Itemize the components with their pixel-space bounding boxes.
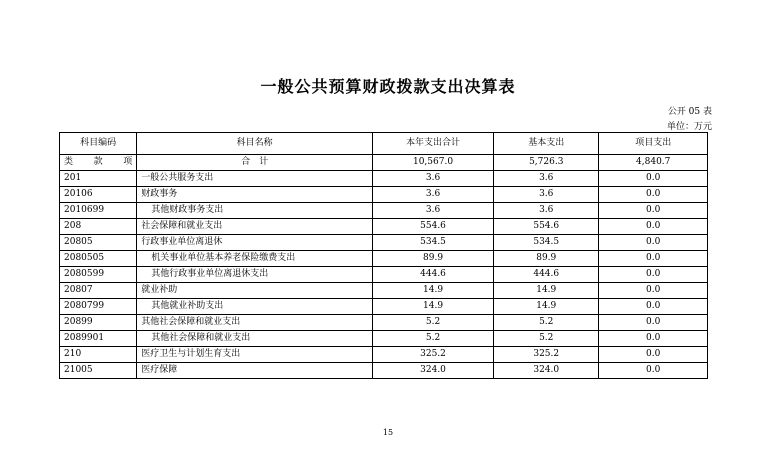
unit-label: 单位：万元	[666, 122, 712, 132]
table-row	[60, 267, 708, 283]
row-basic: 89.9	[494, 251, 599, 267]
row-name: 就业补助	[137, 283, 373, 299]
row-name: 一般公共服务支出	[137, 171, 373, 187]
row-code: 208	[60, 219, 137, 235]
row-total: 534.5	[373, 235, 494, 251]
row-name: 医疗卫生与计划生育支出	[137, 347, 373, 363]
page-title: 一般公共预算财政拨款支出决算表	[260, 77, 516, 96]
row-total: 3.6	[373, 187, 494, 203]
table-row	[60, 171, 708, 187]
table-row	[60, 203, 708, 219]
row-basic: 14.9	[494, 283, 599, 299]
row-project: 0.0	[599, 203, 708, 219]
header-row	[60, 133, 708, 155]
row-project: 0.0	[599, 347, 708, 363]
table-row	[60, 235, 708, 251]
row-project: 0.0	[599, 219, 708, 235]
row-project: 0.0	[599, 363, 708, 379]
row-code: 210	[60, 347, 137, 363]
row-code: 20807	[60, 283, 137, 299]
row-total: 554.6	[373, 219, 494, 235]
row-total: 14.9	[373, 299, 494, 315]
header-name: 科目名称	[137, 133, 373, 155]
row-name: 医疗保障	[137, 363, 373, 379]
row-name: 其他社会保障和就业支出	[137, 315, 373, 331]
row-code: 201	[60, 171, 137, 187]
row-name: 其他就业补助支出	[137, 299, 373, 315]
totals-row	[60, 155, 708, 171]
row-code: 2080799	[60, 299, 137, 315]
row-name: 社会保障和就业支出	[137, 219, 373, 235]
row-basic: 5.2	[494, 315, 599, 331]
row-basic: 444.6	[494, 267, 599, 283]
row-name: 其他行政事业单位离退休支出	[137, 267, 373, 283]
table-row	[60, 251, 708, 267]
row-code: 20899	[60, 315, 137, 331]
row-total: 5.2	[373, 331, 494, 347]
row-project: 0.0	[599, 235, 708, 251]
subheader-item: 项	[123, 157, 133, 167]
row-code: 20805	[60, 235, 137, 251]
header-project: 项目支出	[599, 133, 708, 155]
row-basic: 554.6	[494, 219, 599, 235]
row-basic: 5.2	[494, 331, 599, 347]
class-section-item-header	[60, 155, 137, 171]
page-number: 15	[382, 428, 394, 437]
row-basic: 3.6	[494, 187, 599, 203]
sum-project: 4,840.7	[599, 155, 708, 171]
sum-label: 合 计	[137, 155, 373, 171]
row-code: 2010699	[60, 203, 137, 219]
row-code: 20106	[60, 187, 137, 203]
table-row	[60, 299, 708, 315]
sum-basic: 5,726.3	[494, 155, 599, 171]
row-project: 0.0	[599, 331, 708, 347]
row-basic: 534.5	[494, 235, 599, 251]
row-code: 2089901	[60, 331, 137, 347]
row-total: 444.6	[373, 267, 494, 283]
row-total: 5.2	[373, 315, 494, 331]
row-name: 行政事业单位离退休	[137, 235, 373, 251]
table-row	[60, 219, 708, 235]
row-code: 2080599	[60, 267, 137, 283]
header-total: 本年支出合计	[373, 133, 494, 155]
table-row	[60, 363, 708, 379]
row-total: 3.6	[373, 171, 494, 187]
row-project: 0.0	[599, 251, 708, 267]
header-basic: 基本支出	[494, 133, 599, 155]
table-row	[60, 331, 708, 347]
row-total: 89.9	[373, 251, 494, 267]
row-project: 0.0	[599, 283, 708, 299]
row-name: 其他财政事务支出	[137, 203, 373, 219]
row-name: 财政事务	[137, 187, 373, 203]
row-name: 机关事业单位基本养老保险缴费支出	[137, 251, 373, 267]
row-project: 0.0	[599, 267, 708, 283]
row-total: 324.0	[373, 363, 494, 379]
row-project: 0.0	[599, 171, 708, 187]
sum-total: 10,567.0	[373, 155, 494, 171]
row-basic: 14.9	[494, 299, 599, 315]
budget-table	[59, 132, 708, 379]
row-code: 21005	[60, 363, 137, 379]
table-row	[60, 347, 708, 363]
table-row	[60, 283, 708, 299]
row-basic: 3.6	[494, 171, 599, 187]
row-project: 0.0	[599, 315, 708, 331]
row-code: 2080505	[60, 251, 137, 267]
row-total: 3.6	[373, 203, 494, 219]
header-code: 科目编码	[60, 133, 137, 155]
form-code: 公开 05 表	[667, 107, 712, 117]
row-name: 其他社会保障和就业支出	[137, 331, 373, 347]
row-total: 325.2	[373, 347, 494, 363]
row-project: 0.0	[599, 299, 708, 315]
row-total: 14.9	[373, 283, 494, 299]
table-row	[60, 187, 708, 203]
subheader-section: 款	[93, 157, 103, 167]
row-basic: 325.2	[494, 347, 599, 363]
row-basic: 324.0	[494, 363, 599, 379]
row-basic: 3.6	[494, 203, 599, 219]
subheader-class: 类	[64, 157, 74, 167]
table-row	[60, 315, 708, 331]
row-project: 0.0	[599, 187, 708, 203]
